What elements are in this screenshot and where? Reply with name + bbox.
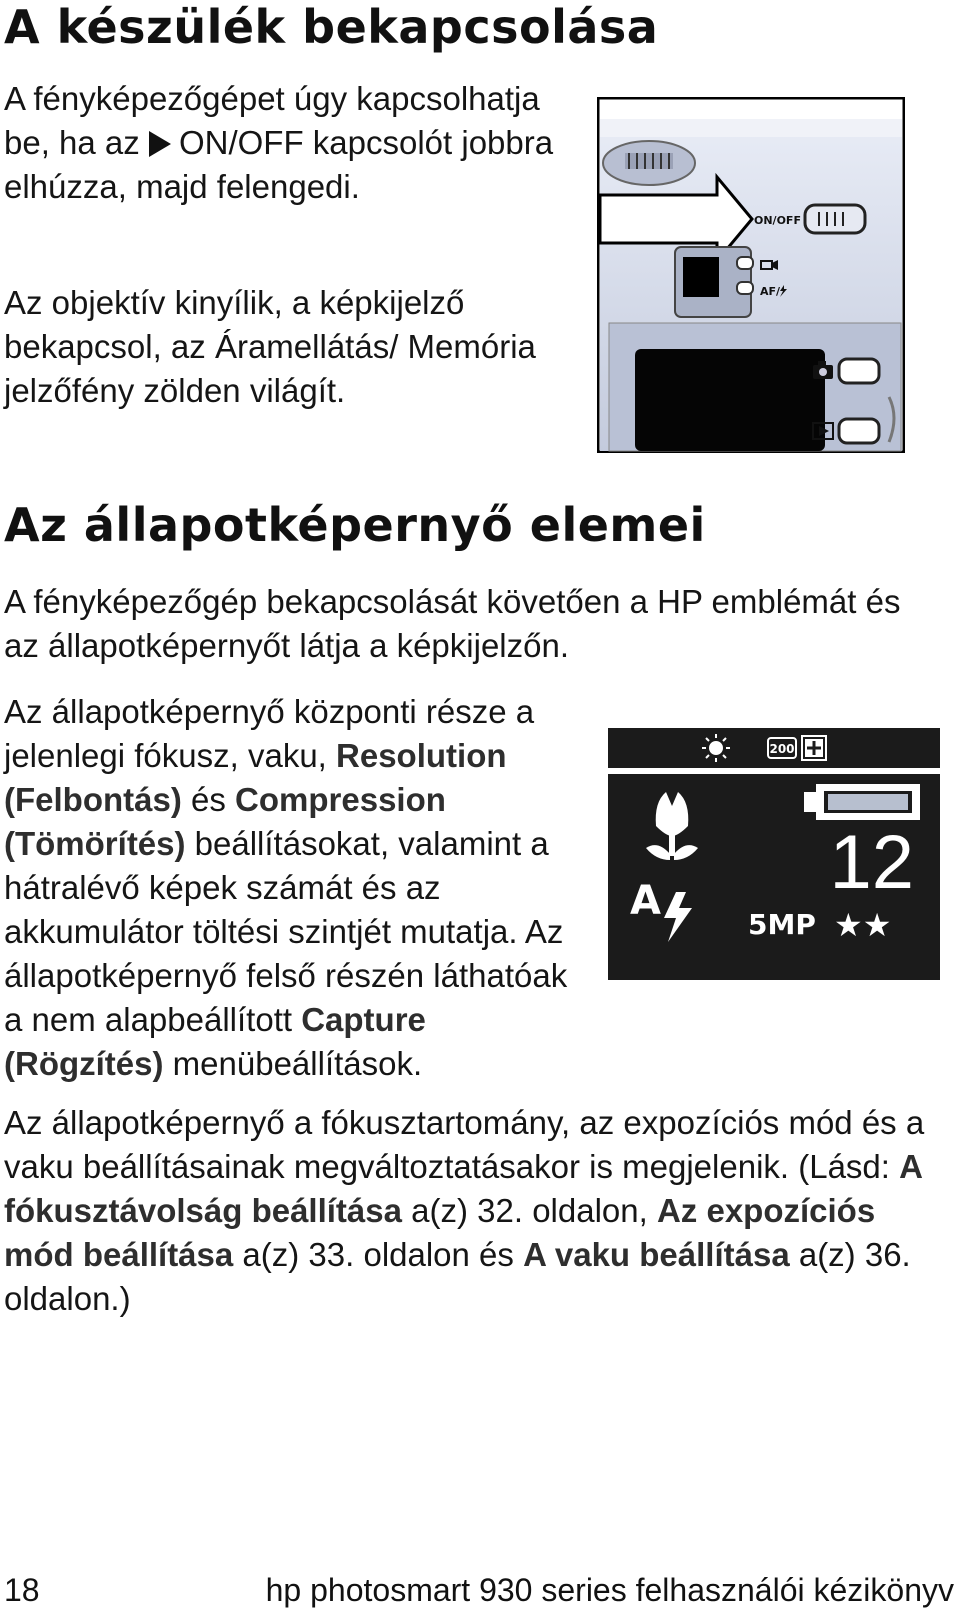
paragraph-status-intro: A fényképezőgép bekapcsolását követően a HP emblémát és az állapotképernyőt látja a képkijelzőn. [4,583,901,664]
p3-text-a: Az állapotképernyő a fókusztartomány, az expozíciós mód és a vaku beállításainak megváltoztatásakor is megjelenik. (Lásd: [4,1104,925,1185]
resolution-term: Resolution (Felbontás) [4,737,507,818]
link-exposure-mode[interactable]: Az expozíciós mód beállítása [4,1192,876,1273]
paragraph-status-also-appears [4,1101,954,1321]
p2-text-b: és [181,781,236,818]
resolution-value: 5MP [748,908,816,941]
capture-term: Capture (Rögzítés) [4,1001,426,1082]
arrow-right-icon [149,131,171,157]
heading-power-on: A készülék bekapcsolása [4,0,659,54]
book-title: hp photosmart 930 series felhasználói kézikönyv [265,1572,954,1608]
camera-figure [597,97,905,453]
paragraph-status-center [4,690,574,1086]
battery-icon [804,784,920,820]
flash-auto-label: A [630,878,661,924]
lcd-screen [635,349,825,451]
exposure-plus-icon [802,736,826,760]
p2-text-d: menübeállítások. [163,1045,423,1082]
paragraph-power-on [4,77,574,209]
para1-start: A fényképezőgépet úgy kapcsolhatja be, ha az [4,80,540,161]
p2-text-c: beállításokat, valamint a hátralévő képek számát és az akkumulátor töltési szintjét mutatja. Az állapotképernyő felső részén láthatóak a nem alapbeállított [4,825,568,1038]
on-off-label: ON/OFF [178,124,304,161]
link-focus-distance[interactable]: A fókusztávolság beállítása [4,1148,922,1229]
af-label: AF/ [760,285,781,298]
status-screen-figure [608,728,940,980]
capture-button[interactable] [839,359,879,383]
p3-text-d: a(z) 36. oldalon.) [4,1236,911,1317]
heading-status-screen: Az állapotképernyő elemei [4,498,706,552]
iso-value: 200 [769,742,795,756]
playback-button[interactable] [839,419,879,443]
p3-text-c: a(z) 33. oldalon és [233,1236,524,1273]
p2-text-a: Az állapotképernyő központi része a jelenlegi fókusz, vaku, [4,693,535,774]
quality-stars: ★★ [834,906,892,944]
link-flash-setting[interactable]: A vaku beállítása [523,1236,790,1273]
page-number: 18 [4,1572,40,1608]
on-off-switch-label: ON/OFF [754,214,801,227]
p3-text-b: a(z) 32. oldalon, [401,1192,657,1229]
paragraph-lens-opens: Az objektív kinyílik, a képkijelző bekapcsol, az Áramellátás/ Memória jelzőfény zölden világít. [4,284,536,409]
on-off-switch[interactable] [805,205,865,233]
compression-term: Compression (Tömörítés) [4,781,446,862]
para1-end: kapcsolót jobbra elhúzza, majd felengedi. [4,124,554,205]
mode-dial-icon [603,141,695,185]
shots-remaining: 12 [829,820,914,905]
